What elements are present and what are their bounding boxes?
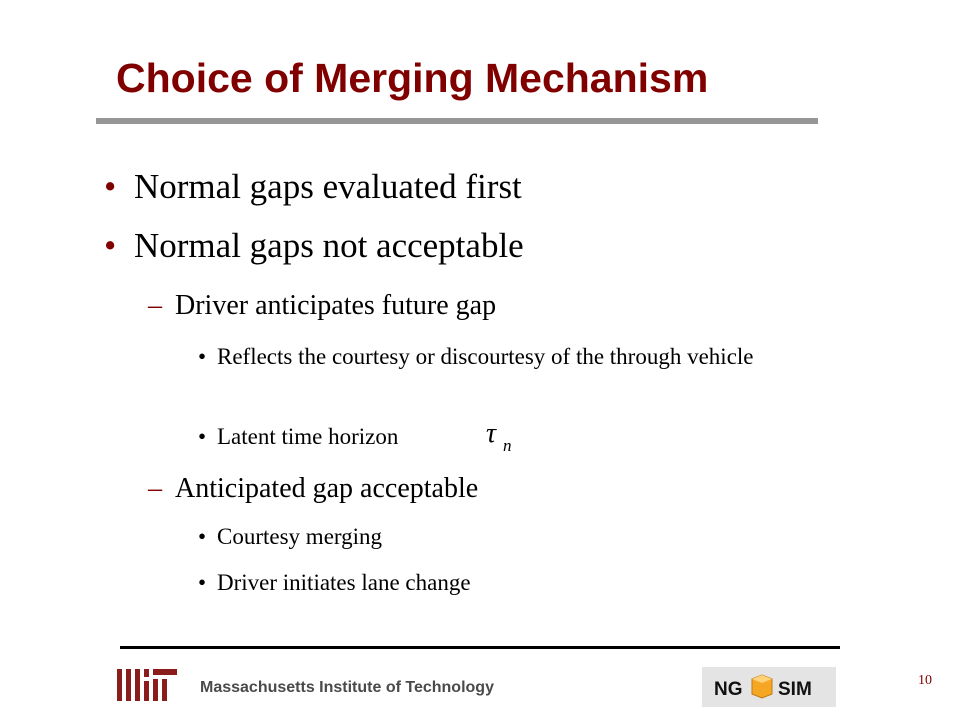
sub-bullet-text: Anticipated gap acceptable xyxy=(175,473,479,504)
bullet-dot: • xyxy=(198,424,207,449)
page-number: 10 xyxy=(918,673,932,688)
sub-sub-bullet-text: Reflects the courtesy or discourtesy of the through vehicle xyxy=(217,344,754,369)
sub-sub-bullet-text: Courtesy merging xyxy=(217,524,383,549)
tau-glyph: τ xyxy=(486,419,497,449)
bullet-dot: • xyxy=(198,570,207,595)
ngsim-logo xyxy=(702,667,836,707)
sub-sub-bullet-text: Driver initiates lane change xyxy=(217,570,471,595)
bullet-dot: • xyxy=(198,344,207,369)
sub-bullet-text: Driver anticipates future gap xyxy=(175,290,497,321)
svg-text:NG: NG xyxy=(714,679,743,700)
dash-marker: – xyxy=(148,290,162,321)
mit-institution-name: Massachusetts Institute of Technology xyxy=(200,679,494,696)
bullet-dot: • xyxy=(198,524,207,549)
slide-title: Choice of Merging Mechanism xyxy=(116,55,709,101)
subscript-n: n xyxy=(503,436,512,455)
bullet-text: Normal gaps evaluated first xyxy=(134,167,522,206)
bullet-dot: • xyxy=(104,226,117,265)
dash-marker: – xyxy=(148,473,162,504)
title-underline xyxy=(96,118,818,124)
bullet-text: Normal gaps not acceptable xyxy=(134,226,524,265)
tau-n-symbol xyxy=(484,419,524,459)
mit-logo xyxy=(117,669,187,701)
svg-text:SIM: SIM xyxy=(778,679,812,700)
bullet-dot: • xyxy=(104,167,117,206)
sub-sub-bullet-text: Latent time horizon xyxy=(217,424,399,449)
footer-rule xyxy=(120,646,840,649)
